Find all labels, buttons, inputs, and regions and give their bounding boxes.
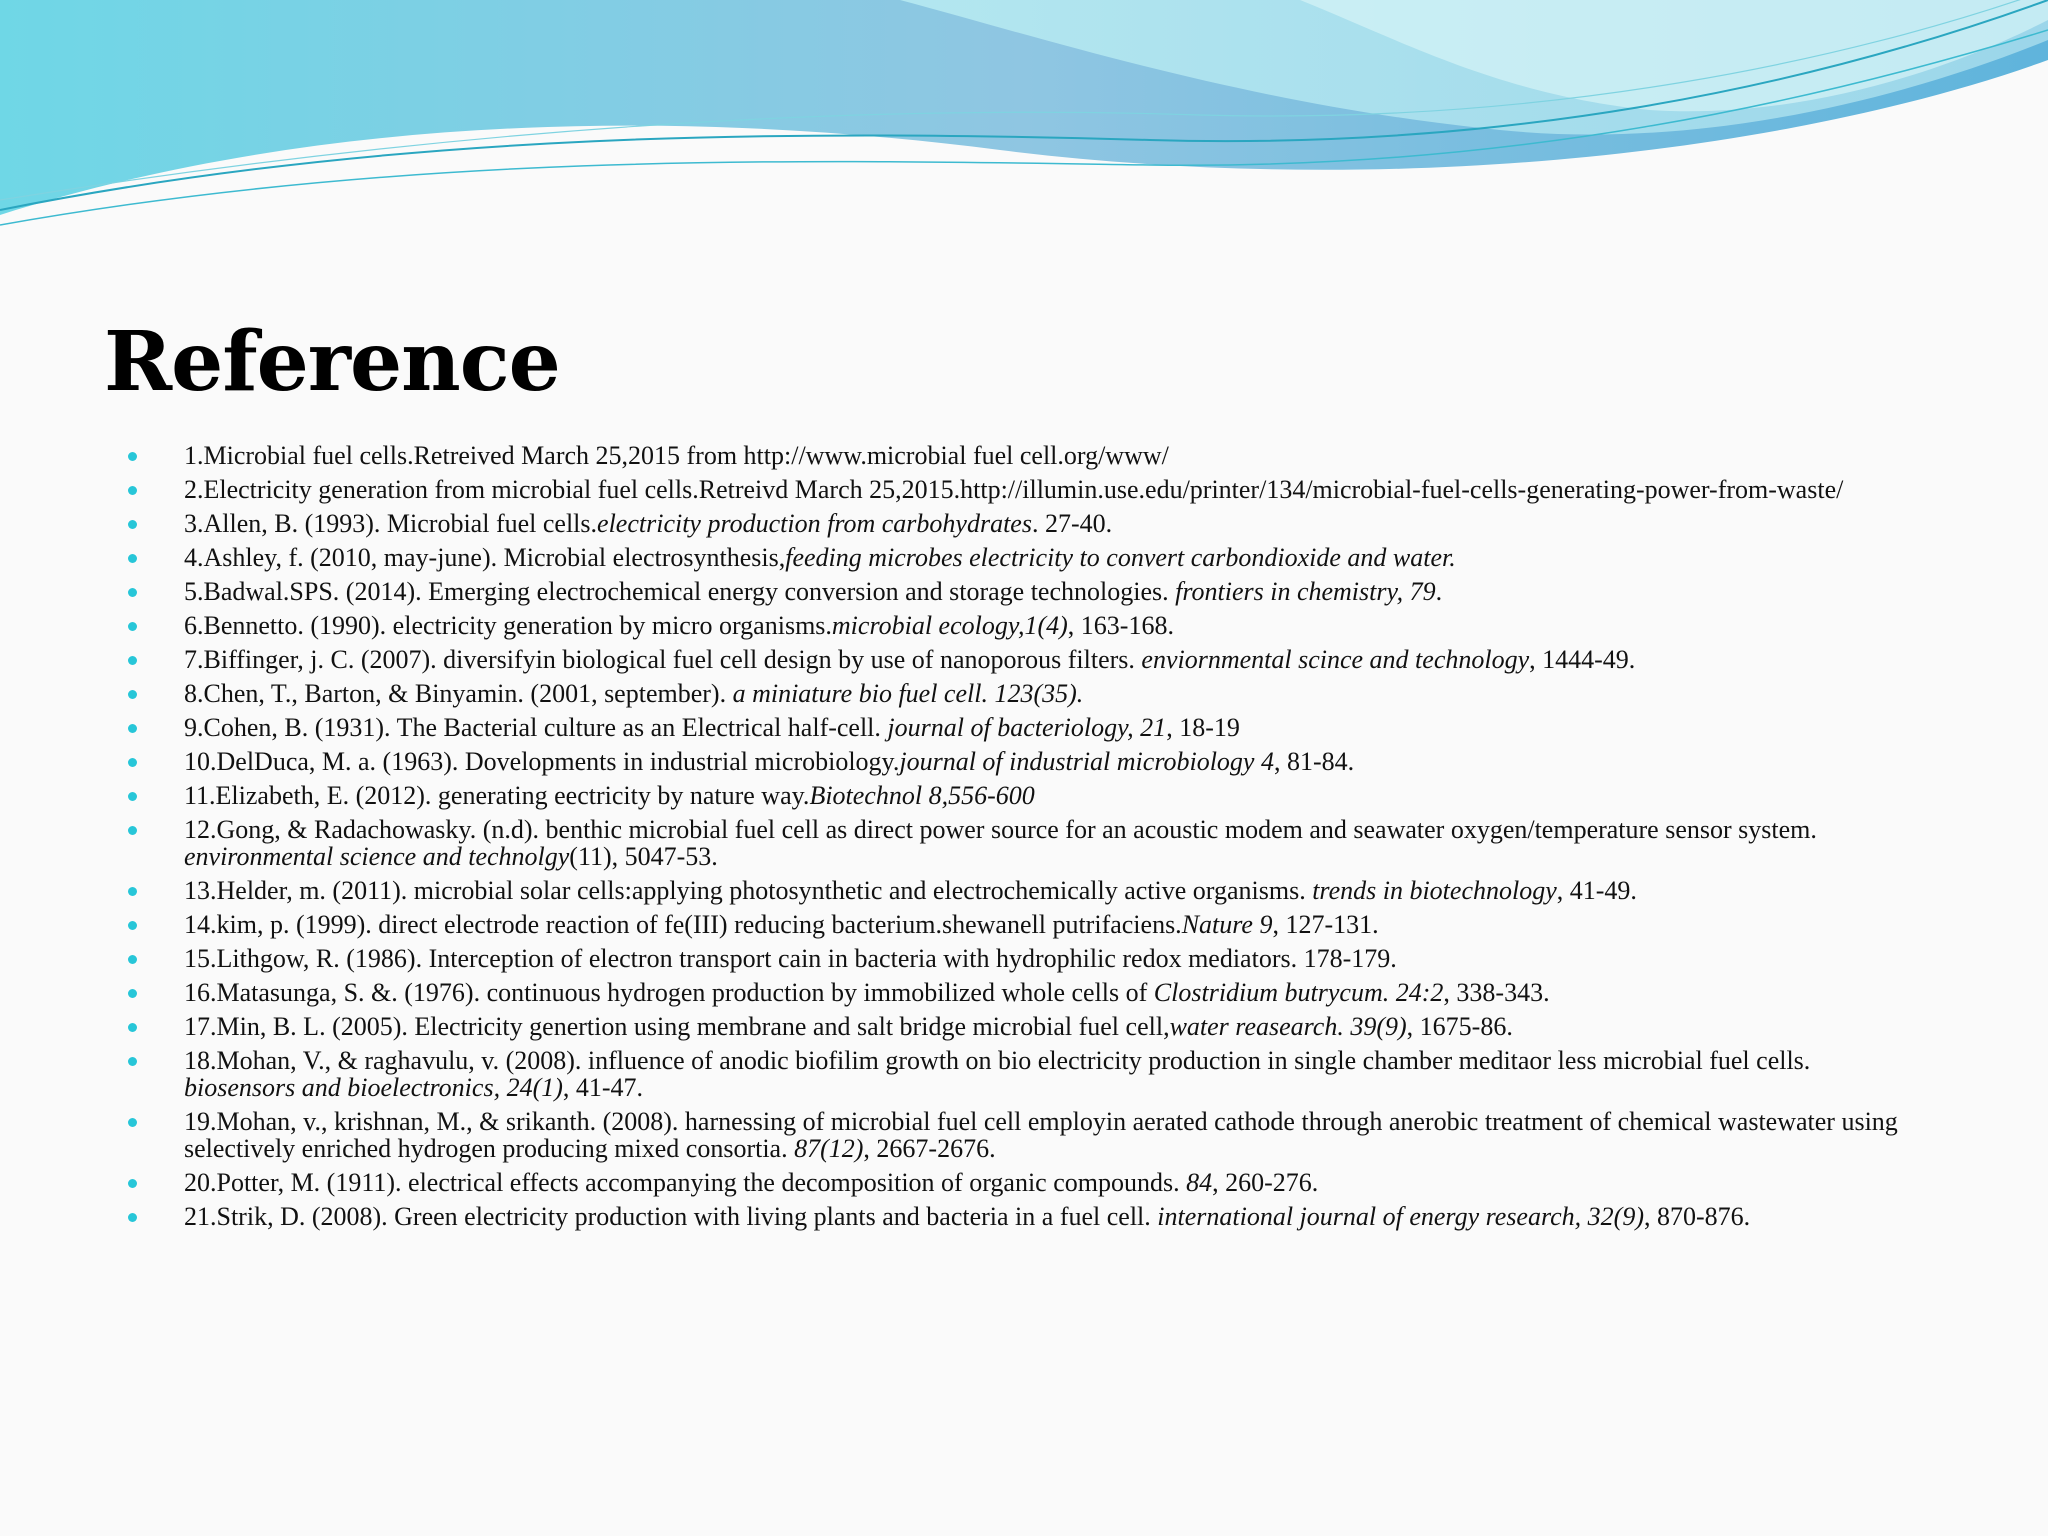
bullet-icon	[128, 588, 137, 597]
reference-source-italic: enviornmental scince and technology	[1141, 645, 1530, 674]
bullet-icon	[128, 1118, 137, 1127]
bullet-icon	[128, 826, 137, 835]
reference-source-italic: 84	[1186, 1168, 1213, 1197]
reference-tail: , 1444-49.	[1529, 645, 1636, 674]
reference-text: 2.Electricity generation from microbial fuel cells.Retreivd March 25,2015.http://illumin.use.edu/printer/134/microbial-fuel-cells-generating-power-from-waste/	[184, 475, 1844, 504]
reference-item	[128, 680, 1928, 707]
reference-tail: , 127-131.	[1272, 910, 1379, 939]
bullet-icon	[128, 452, 137, 461]
reference-tail: , 870-876.	[1643, 1202, 1751, 1231]
reference-item	[128, 945, 1928, 972]
reference-text: 9.Cohen, B. (1931). The Bacterial culture as an Electrical half-cell.	[184, 713, 888, 742]
reference-item	[128, 646, 1928, 673]
bullet-icon	[128, 1023, 137, 1032]
bullet-icon	[128, 1179, 137, 1188]
reference-text: 18.Mohan, V., & raghavulu, v. (2008). influence of anodic biofilim growth on bio electricity production in single chamber meditaor less microbial fuel cells.	[184, 1046, 1811, 1075]
reference-tail: .	[1435, 577, 1443, 606]
bullet-icon	[128, 622, 137, 631]
slide-title: Reference	[104, 314, 560, 410]
reference-source-italic: 87(12)	[794, 1134, 864, 1163]
reference-text: 1.Microbial fuel cells.Retreived March 25,2015 from http://www.microbial fuel cell.org/www/	[184, 441, 1169, 470]
reference-tail: , 41-49.	[1556, 876, 1637, 905]
reference-source-italic: environmental science and technolgy	[184, 842, 570, 871]
reference-item	[128, 816, 1928, 870]
reference-item	[128, 476, 1928, 503]
reference-tail: , 338-343.	[1443, 978, 1550, 1007]
bullet-icon	[128, 955, 137, 964]
bullet-icon	[128, 554, 137, 563]
bullet-icon	[128, 758, 137, 767]
reference-item	[128, 612, 1928, 639]
bullet-icon	[128, 1213, 137, 1222]
reference-item	[128, 979, 1928, 1006]
reference-tail: , 18-19	[1166, 713, 1240, 742]
bullet-icon	[128, 486, 137, 495]
reference-text: 15.Lithgow, R. (1986). Interception of electron transport cain in bacteria with hydrophilic redox mediators. 178-179.	[184, 944, 1397, 973]
reference-item	[128, 877, 1928, 904]
reference-tail: , 2667-2676.	[863, 1134, 996, 1163]
reference-item	[128, 911, 1928, 938]
reference-text: 12.Gong, & Radachowasky. (n.d). benthic microbial fuel cell as direct power source for an acoustic modem and seawater oxygen/temperature sensor system.	[184, 815, 1817, 844]
reference-text: 7.Biffinger, j. C. (2007). diversifyin biological fuel cell design by use of nanoporous filters.	[184, 645, 1142, 674]
bullet-icon	[128, 989, 137, 998]
reference-source-italic: journal of bacteriology, 21	[887, 713, 1167, 742]
header-wave-decoration	[0, 0, 2048, 240]
reference-text: 4.Ashley, f. (2010, may-june). Microbial electrosynthesis,	[184, 543, 786, 572]
bullet-icon	[128, 656, 137, 665]
reference-text: 8.Chen, T., Barton, & Binyamin. (2001, september).	[184, 679, 733, 708]
reference-source-italic: journal of industrial microbiology 4	[899, 747, 1274, 776]
reference-tail: , 260-276.	[1212, 1168, 1319, 1197]
reference-item	[128, 578, 1928, 605]
reference-item	[128, 1108, 1928, 1162]
reference-source-italic: water reasearch. 39(9)	[1169, 1012, 1407, 1041]
reference-item	[128, 1047, 1928, 1101]
reference-text: 19.Mohan, v., krishnan, M., & srikanth. (2008). harnessing of microbial fuel cell employin aerated cathode through anerobic treatment of chemical wastewater using selectively enriched hydrogen producing mixed consortia.	[184, 1107, 1898, 1163]
bullet-icon	[128, 887, 137, 896]
reference-source-italic: microbial ecology,1(4)	[831, 611, 1068, 640]
reference-item	[128, 442, 1928, 469]
reference-item	[128, 748, 1928, 775]
reference-source-italic: trends in biotechnology	[1312, 876, 1557, 905]
bullet-icon	[128, 792, 137, 801]
bullet-icon	[128, 690, 137, 699]
reference-source-italic: frontiers in chemistry, 79	[1175, 577, 1436, 606]
bullet-icon	[128, 724, 137, 733]
reference-source-italic: biosensors and bioelectronics, 24(1)	[184, 1073, 563, 1102]
reference-text: 10.DelDuca, M. a. (1963). Dovelopments in industrial microbiology.	[184, 747, 900, 776]
reference-item	[128, 1203, 1928, 1230]
reference-tail: , 41-47.	[562, 1073, 644, 1102]
reference-source-italic: Biotechnol 8,556-600	[809, 781, 1035, 810]
reference-tail: , 163-168.	[1067, 611, 1174, 640]
reference-text: 20.Potter, M. (1911). electrical effects accompanying the decomposition of organic compounds.	[184, 1168, 1187, 1197]
reference-source-italic: a miniature bio fuel cell. 123(35).	[732, 679, 1084, 708]
reference-tail: , 81-84.	[1273, 747, 1355, 776]
reference-item	[128, 544, 1928, 571]
reference-tail: , 1675-86.	[1406, 1012, 1513, 1041]
reference-item	[128, 1013, 1928, 1040]
reference-source-italic: feeding microbes electricity to convert carbondioxide and water.	[785, 543, 1456, 572]
reference-source-italic: Nature 9	[1181, 910, 1273, 939]
reference-source-italic: electricity production from carbohydrates	[597, 509, 1032, 538]
bullet-icon	[128, 1057, 137, 1066]
reference-tail: . 27-40.	[1031, 509, 1113, 538]
reference-item	[128, 782, 1928, 809]
reference-item	[128, 510, 1928, 537]
bullet-icon	[128, 520, 137, 529]
reference-item	[128, 714, 1928, 741]
reference-text: 14.kim, p. (1999). direct electrode reaction of fe(III) reducing bacterium.shewanell putrifaciens.	[184, 910, 1182, 939]
reference-text: 16.Matasunga, S. &. (1976). continuous hydrogen production by immobilized whole cells of	[184, 978, 1154, 1007]
reference-tail: (11), 5047-53.	[569, 842, 718, 871]
reference-item	[128, 1169, 1928, 1196]
reference-source-italic: international journal of energy research, 32(9)	[1157, 1202, 1644, 1231]
bullet-icon	[128, 921, 137, 930]
reference-text: 3.Allen, B. (1993). Microbial fuel cells.	[184, 509, 598, 538]
reference-list	[128, 442, 1928, 1237]
reference-text: 11.Elizabeth, E. (2012). generating eectricity by nature way.	[184, 781, 810, 810]
reference-text: 6.Bennetto. (1990). electricity generation by micro organisms.	[184, 611, 832, 640]
reference-text: 5.Badwal.SPS. (2014). Emerging electrochemical energy conversion and storage technologies.	[184, 577, 1176, 606]
reference-text: 13.Helder, m. (2011). microbial solar cells:applying photosynthetic and electrochemically active organisms.	[184, 876, 1313, 905]
reference-text: 17.Min, B. L. (2005). Electricity genertion using membrane and salt bridge microbial fuel cell,	[184, 1012, 1170, 1041]
reference-source-italic: Clostridium butrycum. 24:2	[1153, 978, 1444, 1007]
reference-text: 21.Strik, D. (2008). Green electricity production with living plants and bacteria in a fuel cell.	[184, 1202, 1158, 1231]
